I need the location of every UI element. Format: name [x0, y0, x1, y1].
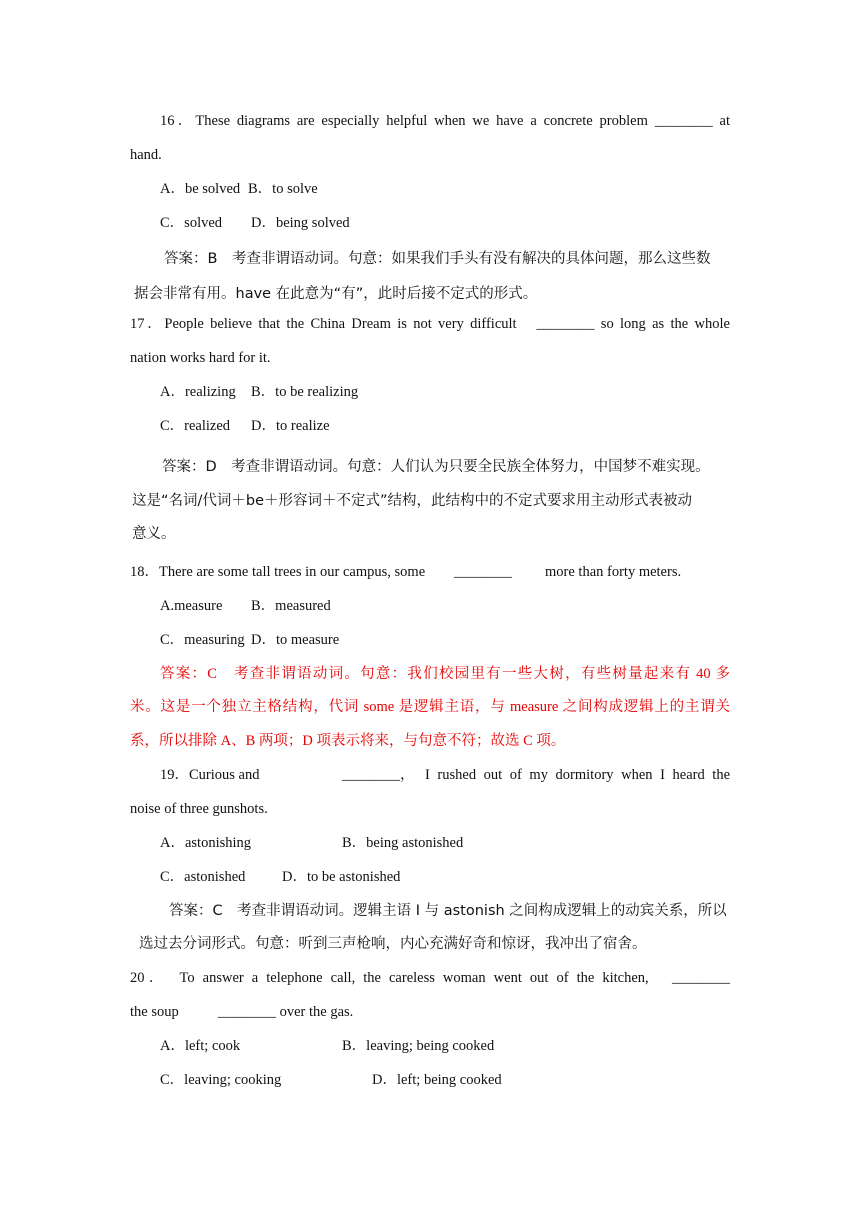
q17-stem-line1: 17．People believe that the China Dream is not very difficult ________ so long as the whole [130, 316, 730, 332]
q20-stem-part1: the soup [130, 1004, 179, 1020]
q17-option-b: B．to be realizing [251, 384, 359, 400]
q18-answer-line1: 答案：C 考查非谓语动词。句意：我们校园里有一些大树，有些树量起来有 40 多 [160, 666, 730, 682]
q17-option-d: D．to realize [251, 418, 330, 434]
q16-option-a: A．be solved [160, 181, 241, 197]
q20-stem-part2: ________ over the gas. [218, 1004, 354, 1020]
q19-answer-line1: 答案：C 考查非谓语动词。逻辑主语 I 与 astonish 之间构成逻辑上的动宾关系，所以 [169, 903, 727, 919]
q16-option-b: B．to solve [248, 181, 318, 197]
q16-stem-line2: hand. [130, 147, 162, 163]
q16-answer-line1: 答案：B 考查非谓语动词。句意：如果我们手头有没有解决的具体问题，那么这些数 [164, 251, 711, 267]
q16-option-d: D．being solved [251, 215, 350, 231]
q18-blank: ________ [454, 564, 512, 580]
q19-option-c: C．astonished [160, 869, 246, 885]
q17-answer-line1: 答案：D 考查非谓语动词。句意：人们认为只要全民族全体努力，中国梦不难实现。 [162, 459, 710, 475]
q16-stem-line1: 16．These diagrams are especially helpful when we have a concrete problem ________ at [160, 113, 730, 129]
q17-answer-line2: 这是“名词/代词＋be＋形容词＋不定式”结构，此结构中的不定式要求用主动形式表被动 [132, 493, 693, 509]
q18-option-a: A.measure [160, 598, 223, 614]
q17-option-a: A．realizing [160, 384, 236, 400]
q19-stem-part1: 19．Curious and [160, 767, 260, 783]
q19-answer-line2: 选过去分词形式。句意：听到三声枪响，内心充满好奇和惊讶，我冲出了宿舍。 [139, 936, 647, 952]
q20-option-c: C．leaving; cooking [160, 1072, 282, 1088]
q18-stem-part2: more than forty meters. [545, 564, 682, 580]
q18-answer-line3: 系，所以排除 A、B 两项；D 项表示将来，与句意不符；故选 C 项。 [130, 733, 566, 749]
q19-option-d: D．to be astonished [282, 869, 401, 885]
q19-blank: ________， [342, 767, 415, 783]
q18-option-c: C．measuring [160, 632, 245, 648]
q19-option-a: A．astonishing [160, 835, 252, 851]
q20-stem-line1: 20． To answer a telephone call, the careless woman went out of the kitchen, ________ [130, 970, 730, 986]
q17-answer-line3: 意义。 [132, 526, 176, 542]
q18-stem-part1: 18．There are some tall trees in our campus, some [130, 564, 426, 580]
q20-option-b: B．leaving; being cooked [342, 1038, 495, 1054]
q19-option-b: B．being astonished [342, 835, 464, 851]
q16-answer-line2: 据会非常有用。have 在此意为“有”，此时后接不定式的形式。 [134, 286, 538, 302]
q17-option-c: C．realized [160, 418, 231, 434]
q20-option-a: A．left; cook [160, 1038, 241, 1054]
q20-option-d: D．left; being cooked [372, 1072, 502, 1088]
q19-stem-part2: I rushed out of my dormitory when I heard the [425, 767, 730, 783]
q18-answer-line2: 米。这是一个独立主格结构，代词 some 是逻辑主语，与 measure 之间构成逻辑上的主谓关 [130, 699, 730, 715]
q18-option-d: D．to measure [251, 632, 340, 648]
q19-stem-line2: noise of three gunshots. [130, 801, 268, 817]
q16-option-c: C．solved [160, 215, 223, 231]
q18-option-b: B．measured [251, 598, 331, 614]
q17-stem-line2: nation works hard for it. [130, 350, 271, 366]
